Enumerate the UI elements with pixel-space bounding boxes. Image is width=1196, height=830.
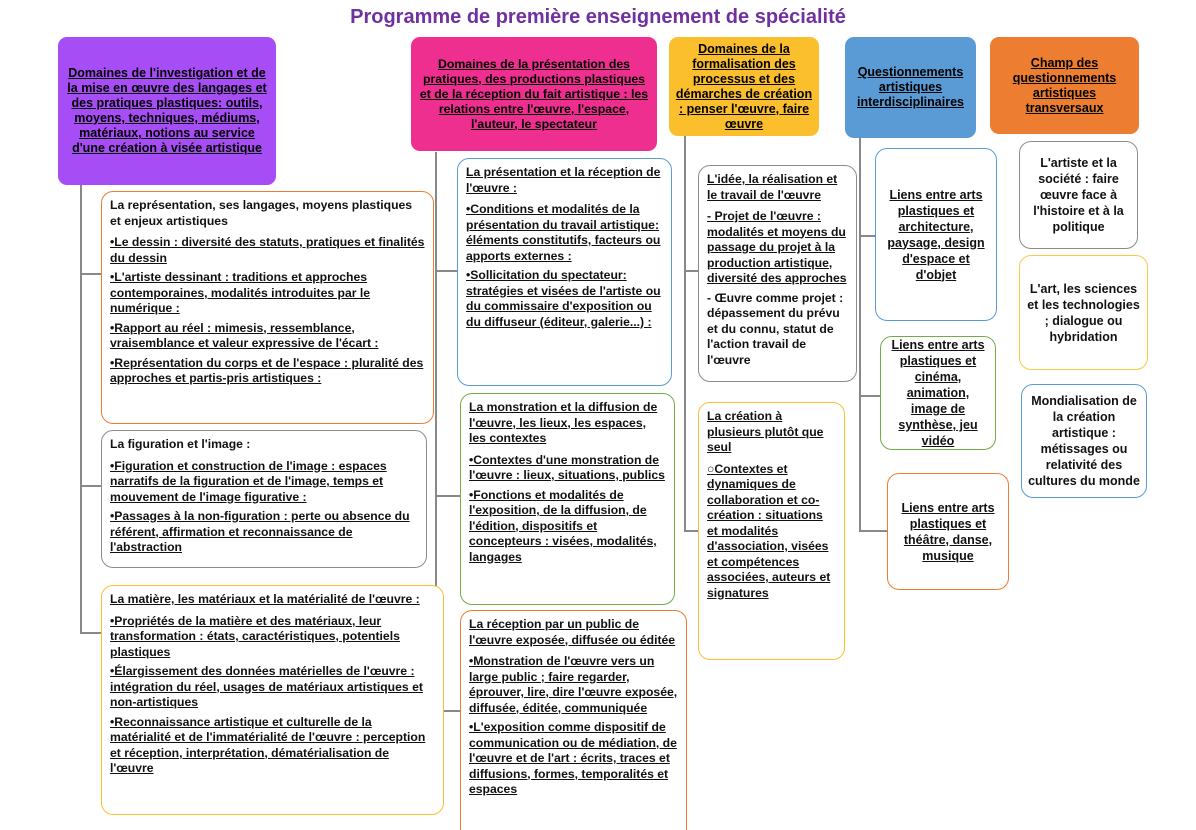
header-presentation: Domaines de la présentation des pratiques, des productions plastiques et de la réception du fait artistique : les relations entre l'œuvre, l'espace, l'auteur, le spectateur (411, 37, 657, 151)
list-item: •Contextes d'une monstration de l'œuvre : lieux, situations, publics (469, 452, 665, 482)
list-item: - Œuvre comme projet : dépassement du prévu et du connu, statut de l'action travail de l'œuvre (707, 290, 844, 367)
box-idee-realisation (698, 165, 857, 382)
connector (859, 235, 876, 237)
list-item: •L'exposition comme dispositif de communication ou de médiation, de l'œuvre et de l'art : écrits, traces et diffusions, formes, temporalités et espaces (469, 720, 677, 796)
connector-col1 (80, 184, 82, 634)
box-liens-cinema (880, 336, 996, 450)
list-item: •Propriétés de la matière et des matériaux, leur transformation : états, caractéristiques, potentiels plastiques (110, 613, 400, 659)
list-item: •Reconnaissance artistique et culturelle de la matérialité et de l'immatérialité de l'œuvre : perception et réception, interprétation, dématérialisation de l'œuvre (110, 714, 426, 775)
box-title: L'idée, la réalisation et le travail de l'œuvre (707, 172, 838, 202)
header-formalisation: Domaines de la formalisation des processus et des démarches de création : penser l'œuvre, faire œuvre (669, 37, 819, 136)
connector-col4 (859, 138, 861, 530)
box-title: La représentation, ses langages, moyens plastiques et enjeux artistiques (110, 198, 413, 228)
box-title: La réception par un public de l'œuvre exposée, diffusée ou éditée (469, 617, 676, 647)
list-item: - Projet de l'œuvre : modalités et moyens du passage du projet à la production artistique, diversité des approches (707, 209, 847, 285)
connector (684, 530, 698, 532)
box-title: La présentation et la réception de l'œuvre : (466, 165, 661, 195)
box-title: La création à plusieurs plutôt que seul (707, 409, 824, 454)
box-mondialisation (1021, 384, 1147, 498)
box-figuration (101, 430, 427, 568)
list-item: •L'artiste dessinant : traditions et approches contemporaines, modalités introduites par le numérique : (110, 270, 371, 315)
header-transversaux: Champ des questionnements artistiques transversaux (990, 37, 1139, 134)
list-item: •Fonctions et modalités de l'exposition, de la diffusion, de l'édition, dispositifs et concepteurs : visées, modalités, langages (469, 487, 657, 564)
list-item: •Monstration de l'œuvre vers un large public ; faire regarder, éprouver, lire, dire l'œuvre exposée, diffusée, éditée, communiquée (469, 654, 678, 715)
list-item: •Le dessin : diversité des statuts, pratiques et finalités du dessin (110, 235, 425, 265)
box-representation (101, 191, 434, 424)
box-artiste-societe (1019, 141, 1138, 249)
box-text: Liens entre arts plastiques et théâtre, danse, musique (901, 500, 995, 563)
box-monstration (460, 393, 675, 605)
header-interdisciplinaires: Questionnements artistiques interdisciplinaires (845, 37, 976, 138)
list-item: •Passages à la non-figuration : perte ou absence du référent, affirmation et reconnaissance de l'abstraction (110, 509, 410, 554)
box-text: Liens entre arts plastiques et architecture, paysage, design d'espace et d'objet (887, 187, 985, 282)
box-art-sciences (1019, 255, 1148, 370)
box-title: La monstration et la diffusion de l'œuvre, les lieux, les espaces, les contextes (469, 400, 658, 445)
box-text: L'art, les sciences et les technologies ; dialogue ou hybridation (1027, 281, 1140, 344)
box-matiere (101, 585, 444, 815)
connector (859, 395, 881, 397)
box-text: Mondialisation de la création artistique : métissages ou relativité des cultures du monde (1028, 394, 1140, 488)
list-item: •Rapport au réel : mimesis, ressemblance, vraisemblance et valeur expressive de l'écart : (110, 320, 379, 350)
list-item: •Représentation du corps et de l'espace : pluralité des approches et partis-pris artistiques : (110, 355, 424, 385)
box-liens-theatre (887, 473, 1009, 590)
box-title: La matière, les matériaux et la matérialité de l'œuvre : (110, 592, 420, 606)
box-liens-architecture (875, 148, 997, 321)
connector (435, 270, 459, 272)
page-title: Programme de première enseignement de spécialité (350, 6, 846, 28)
connector (859, 530, 887, 532)
box-text: Liens entre arts plastiques et cinéma, animation, image de synthèse, jeu vidéo (891, 338, 985, 448)
connector (80, 485, 102, 487)
box-title: La figuration et l'image : (110, 437, 251, 451)
connector (80, 632, 102, 634)
connector-col3 (684, 136, 686, 531)
list-item: •Figuration et construction de l'image : espaces narratifs de la figuration et de l'image, temps et mouvement de l'image figurative : (110, 458, 387, 504)
list-item: ○Contextes et dynamiques de collaboration et co-création : situations et modalités d'association, visées et compétences associées, auteurs et signatures (707, 461, 831, 600)
connector (435, 495, 461, 497)
list-item: •Élargissement des données matérielles de l'œuvre : intégration du réel, usages de matériaux artistiques et non-artistiques (110, 664, 423, 709)
list-item: •Conditions et modalités de la présentation du travail artistique: éléments constitutifs, facteurs ou apports externes : (466, 202, 661, 263)
box-presentation-reception (457, 158, 672, 386)
header-investigation: Domaines de l'investigation et de la mise en œuvre des langages et des pratiques plastiques: outils, moyens, techniques, médiums, matériaux, notions au service d'une création à visée artistique (58, 37, 276, 185)
connector (80, 273, 102, 275)
box-creation-plusieurs (698, 402, 845, 660)
box-reception-public (460, 610, 687, 830)
box-text: L'artiste et la société : faire œuvre face à l'histoire et à la politique (1033, 156, 1124, 234)
list-item: •Sollicitation du spectateur: stratégies et visées de l'artiste ou du commissaire d'exposition ou du diffuseur (éditeur, galerie...) : (466, 268, 661, 329)
